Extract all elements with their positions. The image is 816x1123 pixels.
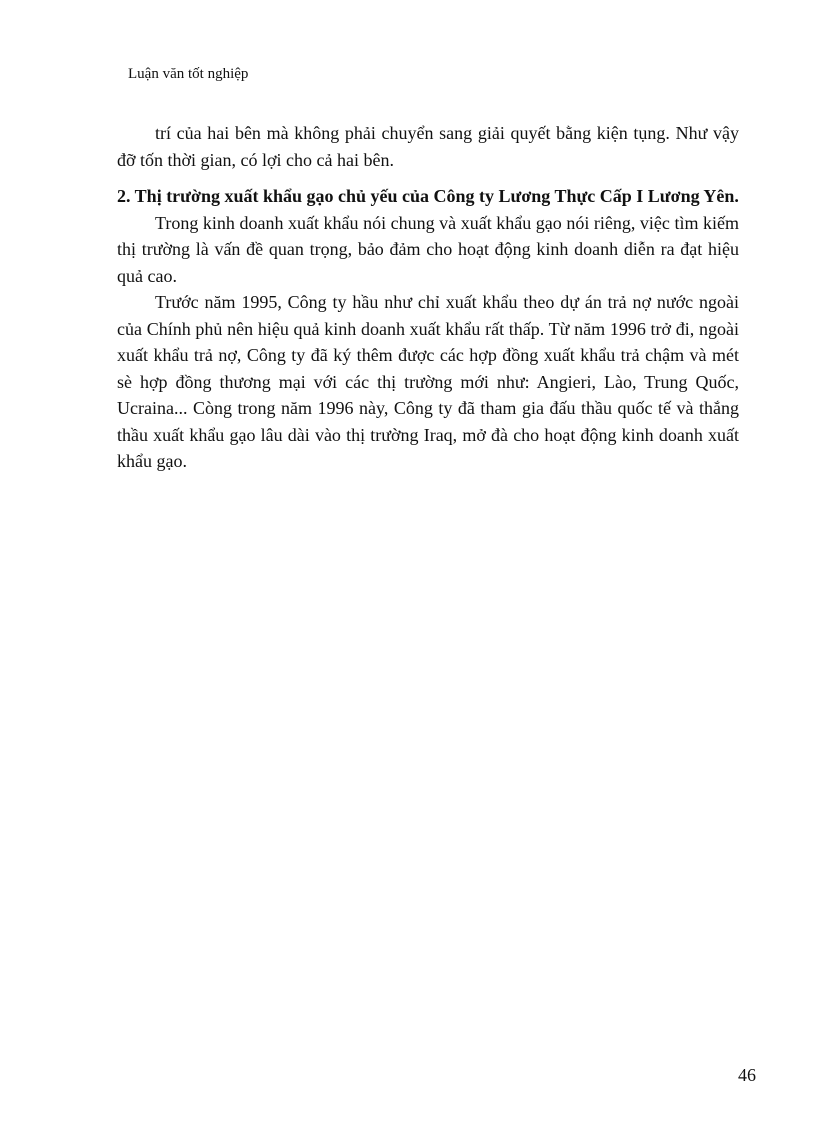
page-number: 46 bbox=[738, 1065, 756, 1085]
body-paragraph: Trong kinh doanh xuất khẩu nói chung và xuất khẩu gạo nói riêng, việc tìm kiếm thị trường là vấn đề quan trọng, bảo đảm cho hoạt động kinh doanh diễn ra đạt hiệu quả cao. bbox=[117, 212, 739, 286]
running-header: Luận văn tốt nghiệp bbox=[128, 66, 249, 82]
document-body bbox=[117, 120, 739, 475]
body-paragraph: Trước năm 1995, Công ty hầu như chỉ xuất khẩu theo dự án trả nợ nước ngoài của Chính phủ nên hiệu quả kinh doanh xuất khẩu rất thấp. Từ năm 1996 trở đi, ngoài xuất khẩu trả nợ, Công ty đã ký thêm được các hợp đồng xuất khẩu trả chậm và mét sè hợp đồng thương mại với các thị trường mới như: Angieri, Lào, Trung Quốc, Ucraina... Còng trong năm 1996 này, Công ty đã tham gia đấu thầu quốc tế và thắng thầu xuất khẩu gạo lâu dài vào thị trường Iraq, mở đà cho hoạt động kinh doanh xuất khẩu gạo. bbox=[117, 292, 739, 471]
continuation-paragraph: trí của hai bên mà không phải chuyển sang giải quyết bằng kiện tụng. Như vậy đỡ tốn thời gian, có lợi cho cả hai bên. bbox=[117, 123, 739, 170]
section-heading: 2. Thị trường xuất khẩu gạo chủ yếu của Công ty Lương Thực Cấp I Lương Yên. bbox=[117, 186, 739, 206]
